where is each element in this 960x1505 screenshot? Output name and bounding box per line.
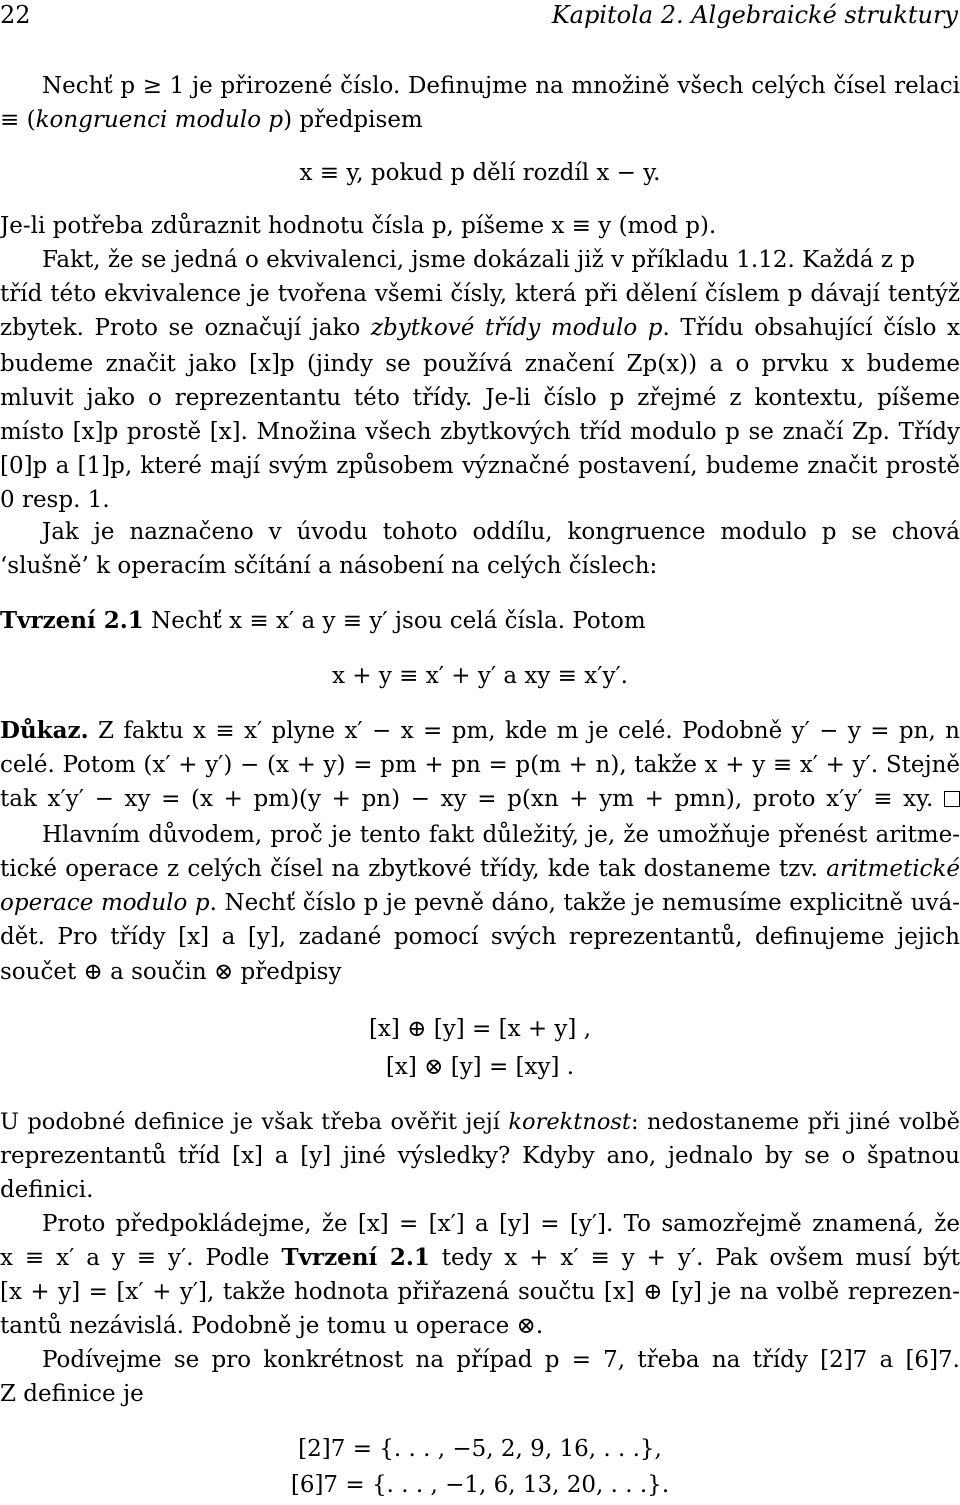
proof-line: tak x′y′ − xy = (x + pm)(y + pn) − xy = p(xn + ym + pmn), proto x′y′ ≡ xy.	[0, 784, 960, 814]
text-line: budeme značit jako [x]p (jindy se používá značení Zp(x)) a o prvku x budeme	[0, 351, 960, 377]
text-line: definici.	[0, 1177, 94, 1203]
text-line: reprezentantů tříd [x] a [y] jiné výsledky? Kdyby ano, jednalo by se o špatnou	[0, 1143, 960, 1169]
text-line: ‘slušně’ k operacím sčítání a násobení na celých číslech:	[0, 553, 658, 579]
page-number: 22	[0, 1, 31, 29]
text-line: x ≡ x′ a y ≡ y′. Podle Tvrzení 2.1 tedy x + x′ ≡ y + y′. Pak ovšem musí být	[0, 1244, 960, 1271]
proof-line: celé. Potom (x′ + y′) − (x + y) = pm + pn = p(m + n), takže x + y ≡ x′ + y′. Stejně	[0, 752, 960, 778]
text-line: tické operace z celých čísel na zbytkové třídy, kde tak dostaneme tzv. aritmetické	[0, 856, 960, 882]
text-line: tříd této ekvivalence je tvořena všemi čísly, která při dělení číslem p dávají tentýž	[0, 281, 960, 307]
text-line: zbytek. Proto se označují jako zbytkové třídy modulo p. Třídu obsahující číslo x	[0, 315, 960, 341]
text-line: Fakt, že se jedná o ekvivalenci, jsme dokázali již v příkladu 1.12. Každá z p	[42, 247, 916, 273]
text-line: [x + y] = [x′ + y′], takže hodnota přiřazená součtu [x] ⊕ [y] je na volbě reprezen-	[0, 1279, 960, 1305]
text-line: Proto předpokládejme, že [x] = [x′] a [y] = [y′]. To samozřejmě znamená, že	[42, 1211, 960, 1237]
qed-square-icon	[944, 791, 960, 807]
formula-line: [2]7 = {. . . , −5, 2, 9, 16, . . .},	[298, 1436, 662, 1462]
text-line: U podobné definice je však třeba ověřit její korektnost: nedostaneme při jiné volbě	[0, 1109, 960, 1135]
formula-line: x ≡ y, pokud p dělí rozdíl x − y.	[299, 160, 661, 186]
text-line: tantů nezávislá. Podobně je tomu u operace ⊗.	[0, 1313, 544, 1339]
text-line: 0 resp. 1.	[0, 487, 110, 513]
text-line: Nechť p ≥ 1 je přirozené číslo. Definujme na množině všech celých čísel relaci	[42, 73, 960, 99]
text-line: Podívejme se pro konkrétnost na případ p = 7, třeba na třídy [2]7 a [6]7.	[42, 1347, 960, 1373]
text-line: dět. Pro třídy [x] a [y], zadané pomocí svých reprezentantů, definujeme jejich	[0, 924, 960, 950]
proof-line: Důkaz. Z faktu x ≡ x′ plyne x′ − x = pm, kde m je celé. Podobně y′ − y = pn, n	[0, 717, 960, 744]
formula-line: [x] ⊗ [y] = [xy] .	[385, 1054, 575, 1080]
theorem-line: Tvrzení 2.1 Nechť x ≡ x′ a y ≡ y′ jsou celá čísla. Potom	[0, 607, 646, 634]
text-line: místo [x]p prostě [x]. Množina všech zbytkových tříd modulo p se značí Zp. Třídy	[0, 419, 960, 445]
text-line: ≡ (kongruenci modulo p) předpisem	[0, 107, 423, 133]
text-line: Jak je naznačeno v úvodu tohoto oddílu, kongruence modulo p se chová	[42, 519, 960, 545]
formula-line: [x] ⊕ [y] = [x + y] ,	[368, 1016, 592, 1042]
text-line: [0]p a [1]p, které mají svým způsobem význačné postavení, budeme značit prostě	[0, 453, 960, 479]
formula-line: [6]7 = {. . . , −1, 6, 13, 20, . . .}.	[290, 1472, 670, 1498]
text-line: mluvit jako o reprezentantu této třídy. Je-li číslo p zřejmé z kontextu, píšeme	[0, 385, 960, 411]
running-title: Kapitola 2. Algebraické struktury	[551, 1, 958, 29]
text-line: Hlavním důvodem, proč je tento fakt důležitý, je, že umožňuje přenést aritme-	[42, 822, 960, 848]
text-line: Je-li potřeba zdůraznit hodnotu čísla p, píšeme x ≡ y (mod p).	[0, 213, 717, 239]
text-line: operace modulo p. Nechť číslo p je pevně dáno, takže je nemusíme explicitně uvá-	[0, 890, 960, 916]
formula-line: x + y ≡ x′ + y′ a xy ≡ x′y′.	[332, 663, 628, 689]
text-line: Z definice je	[0, 1381, 144, 1407]
text-line: součet ⊕ a součin ⊗ předpisy	[0, 959, 342, 985]
